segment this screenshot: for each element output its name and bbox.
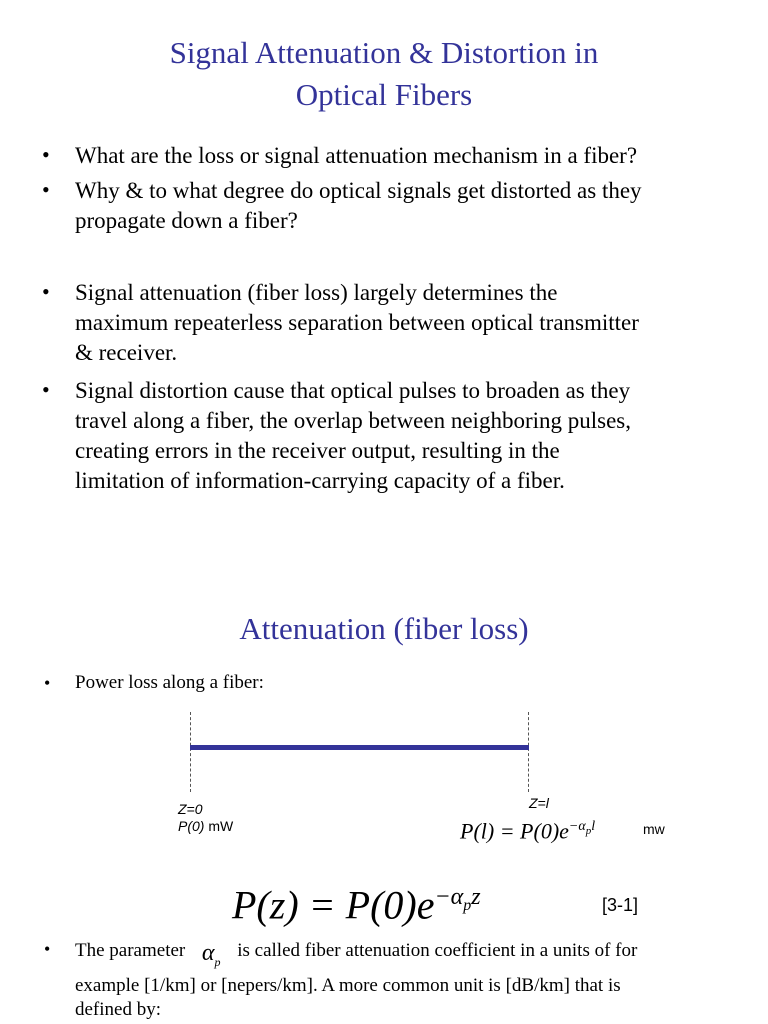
- param-text-b: is called fiber attenuation coefficient in a units of for: [237, 940, 638, 961]
- start-power-symbol: P(0): [178, 818, 205, 834]
- bullet-dot: •: [42, 279, 50, 304]
- start-marker-line: [190, 712, 191, 792]
- bullet-text: [75, 278, 639, 368]
- bullet-line: & receiver.: [75, 340, 178, 365]
- slide1-title-line1: Signal Attenuation & Distortion in: [169, 35, 599, 70]
- end-marker-line: [528, 712, 529, 792]
- bullet-line: propagate down a fiber?: [75, 208, 298, 233]
- end-eq-exp-var: l: [591, 819, 596, 834]
- end-z-var: l: [545, 795, 549, 811]
- end-eq-exp-sub: p: [585, 824, 592, 837]
- equation-number: [3-1]: [602, 895, 639, 915]
- start-power-unit: mW: [204, 818, 234, 834]
- start-label: [178, 801, 233, 835]
- slide2-title: Attenuation (fiber loss): [239, 611, 529, 646]
- bullet-dot: •: [44, 939, 51, 959]
- parameter-line3: defined by:: [75, 998, 162, 1020]
- bullet-text: Power loss along a fiber:: [75, 672, 264, 693]
- end-eq-exponent: [568, 819, 596, 837]
- param-text-a: The parameter: [75, 940, 186, 961]
- end-power-equation: [460, 812, 595, 846]
- bullet-line: travel along a fiber, the overlap between neighboring pulses,: [75, 408, 631, 433]
- main-eq-exponent: [434, 884, 481, 914]
- bullet-text: [75, 141, 637, 171]
- end-power-unit: mw: [643, 821, 665, 837]
- bullet-line: What are the loss or signal attenuation mechanism in a fiber?: [75, 143, 638, 168]
- bullet-dot: •: [42, 377, 50, 402]
- start-z-label: Z=0: [178, 801, 203, 817]
- bullet-line: Signal distortion cause that optical pulses to broaden as they: [75, 378, 631, 403]
- bullet-line: Why & to what degree do optical signals get distorted as they: [75, 178, 642, 203]
- fiber-line: [190, 745, 529, 750]
- bullet-line: creating errors in the receiver output, resulting in the: [75, 438, 560, 463]
- main-eq-exp-var: z: [471, 884, 481, 910]
- start-power-label: [178, 818, 233, 835]
- param-alpha: α: [201, 940, 215, 966]
- param-alpha-sub: p: [214, 954, 221, 969]
- bullet-text: [75, 176, 642, 236]
- bullet-text: [75, 376, 631, 496]
- end-eq-exp-alpha: −α: [568, 819, 586, 834]
- parameter-bullet: [75, 939, 755, 1022]
- bullet-dot: •: [42, 177, 50, 202]
- bullet-line: maximum repeaterless separation between optical transmitter: [75, 310, 639, 335]
- end-z-text: Z=: [529, 795, 546, 811]
- end-z-label: [529, 795, 549, 812]
- main-eq-exp-alpha: −α: [434, 884, 464, 910]
- bullet-dot: •: [44, 673, 51, 693]
- bullet-line: limitation of information-carrying capacity of a fiber.: [75, 468, 565, 493]
- main-eq-exp-sub: p: [463, 896, 472, 914]
- param-symbol: [185, 941, 237, 974]
- parameter-line2: example [1/km] or [nepers/km]. A more common unit is [dB/km] that is: [75, 974, 621, 996]
- end-eq-left: P(l) = P(0)e: [460, 818, 569, 844]
- bullet-dot: •: [42, 142, 50, 167]
- main-eq-left: P(z) = P(0)e: [232, 882, 435, 928]
- bullet-line: Signal attenuation (fiber loss) largely determines the: [75, 280, 558, 305]
- slide1-title-line2: Optical Fibers: [295, 77, 473, 112]
- main-equation: [232, 872, 481, 931]
- parameter-line1: [75, 939, 755, 974]
